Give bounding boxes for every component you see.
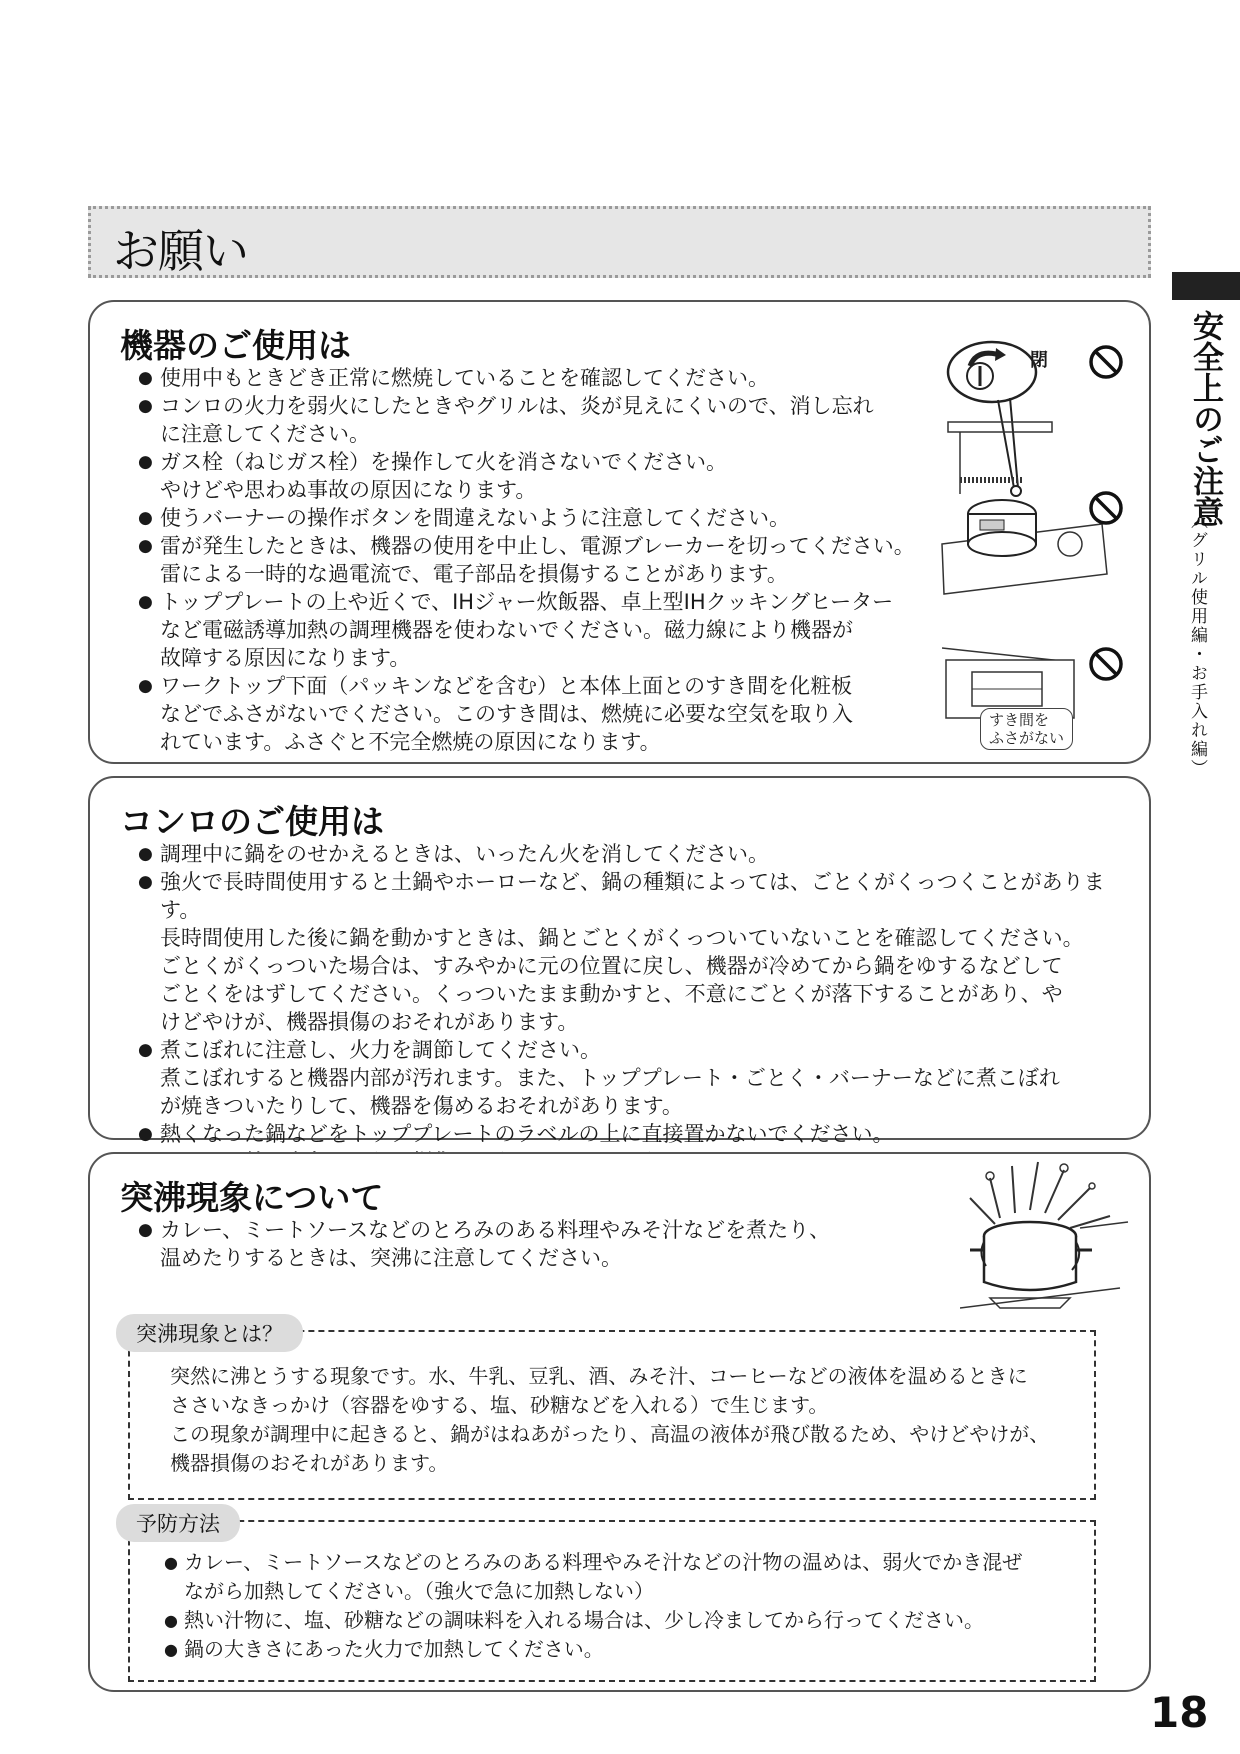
what-is-bumping-box (128, 1330, 1096, 1500)
list-item: ● ガス栓（ねじガス栓）を操作して火を消さないでください。 やけどや思わぬ事故の原因になります。 (138, 448, 1018, 504)
list-item: ● トッププレートの上や近くで、IHジャー炊飯器、卓上型IHクッキングヒーター など電磁誘導加熱の調理機器を使わないでください。磁力線により機器が 故障する原因になります。 (138, 588, 1018, 672)
list-item: ● 雷が発生したときは、機器の使用を中止し、電源ブレーカーを切ってください。 雷による一時的な過電流で、電子部品を損傷することがあります。 (138, 532, 1018, 588)
prevention-list (164, 1548, 1094, 1664)
side-tab-sublabel: （グリル使用編・お手入れ編） (1187, 512, 1207, 778)
what-is-bumping-text: 突然に沸とうする現象です。水、牛乳、豆乳、酒、みそ汁、コーヒーなどの液体を温めるときに ささいなきっかけ（容器をゆする、塩、砂糖などを入れる）で生じます。 この現象が調理中に起きると、鍋がはねあがったり、高温の液体が飛び散るため、やけどやけが、 機器損傷のおそれがあります。 (170, 1364, 1050, 1475)
boiling-pot-icon (960, 1158, 1130, 1328)
valve-closed-label: 閉 (1030, 350, 1048, 371)
list-item: ● カレー、ミートソースなどのとろみのある料理やみそ汁などを煮たり、 温めたりするときは、突沸に注意してください。 (138, 1216, 958, 1272)
section-device-usage (88, 300, 1151, 764)
prohibition-icon (1088, 344, 1124, 380)
bullet-list (138, 840, 1138, 1176)
list-item: ● 鍋の大きさにあった火力で加熱してください。 (164, 1635, 1094, 1664)
list-item: ● 煮こぼれに注意し、火力を調節してください。 煮こぼれすると機器内部が汚れます。また、トッププレート・ごとく・バーナーなどに煮こぼれ が焼きついたりして、機器を傷めるおそれがあります。 (138, 1036, 1138, 1120)
list-item: ● 使うバーナーの操作ボタンを間違えないように注意してください。 (138, 504, 1018, 532)
list-item: ● 使用中もときどき正常に燃焼していることを確認してください。 (138, 364, 1018, 392)
list-item: ● カレー、ミートソースなどのとろみのある料理やみそ汁などの汁物の温めは、弱火でかき混ぜ ながら加熱してください。（強火で急に加熱しない） (164, 1548, 1094, 1606)
prohibition-icon (1088, 646, 1124, 682)
section-heading: 機器のご使用は (120, 326, 351, 365)
section-bumping (88, 1152, 1151, 1692)
list-item: ● 調理中に鍋をのせかえるときは、いったん火を消してください。 (138, 840, 1138, 868)
list-item: ● 熱い汁物に、塩、砂糖などの調味料を入れる場合は、少し冷ましてから行ってください。 (164, 1606, 1094, 1635)
prevention-label: 予防方法 (116, 1504, 240, 1542)
prohibition-icon (1088, 490, 1124, 526)
section-stove-usage (88, 776, 1151, 1146)
list-item: ● 強火で長時間使用すると土鍋やホーローなど、鍋の種類によっては、ごとくがくっつくことがあります。 長時間使用した後に鍋を動かすときは、鍋とごとくがくっついていないことを確認してください。 ごとくがくっついた場合は、すみやかに元の位置に戻し、機器が冷めてから鍋をゆするなどして ごとくをはずしてください。くっついたまま動かすと、不意にごとくが落下することがあり、や けどやけが、機器損傷のおそれがあります。 (138, 868, 1138, 1036)
section-heading: コンロのご使用は (120, 802, 384, 841)
prevention-box (128, 1520, 1096, 1682)
side-tab-marker (1172, 272, 1240, 300)
list-item: ● コンロの火力を弱火にしたときやグリルは、炎が見えにくいので、消し忘れ に注意してください。 (138, 392, 1018, 448)
gap-callout-label: すき間を ふさがない (980, 708, 1073, 750)
rice-cooker-icon (932, 484, 1112, 604)
side-tab-label: 安全上のご注意 (1187, 310, 1223, 527)
bullet-list (138, 1216, 958, 1272)
bullet-list (138, 364, 1018, 756)
page-title: お願い (113, 224, 248, 278)
page-title-bar (88, 206, 1151, 278)
page-number: 18 (1150, 1688, 1209, 1737)
list-item: ● 熱くなった鍋などをトッププレートのラベルの上に直接置かないでください。 (138, 1120, 1138, 1176)
list-item: ● ワークトップ下面（パッキンなどを含む）と本体上面とのすき間を化粧板 などでふさがないでください。このすき間は、燃焼に必要な空気を取り入 れています。ふさぐと不完全燃焼の原因になります。 (138, 672, 1018, 756)
section-heading: 突沸現象について (120, 1178, 384, 1217)
what-is-bumping-label: 突沸現象とは？ (116, 1314, 303, 1352)
